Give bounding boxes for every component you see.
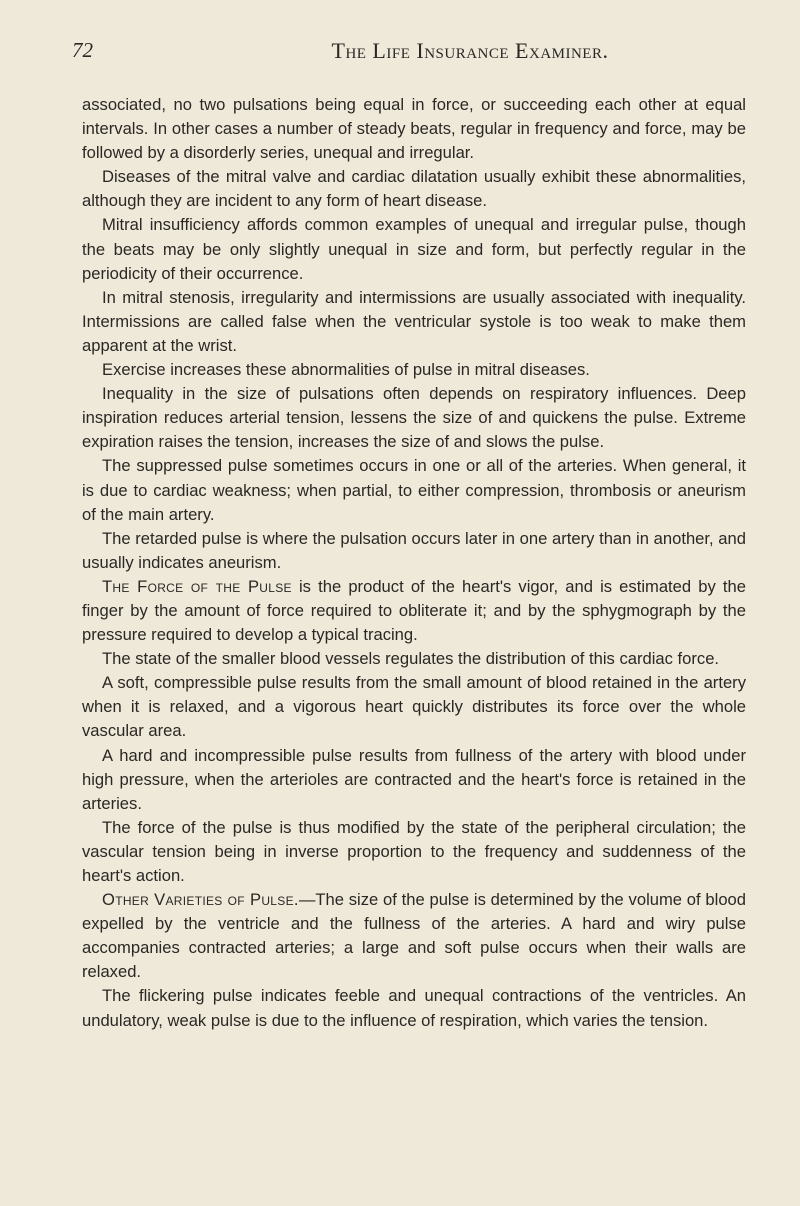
paragraph: Diseases of the mitral valve and cardiac dilatation usually exhibit these abnormalities, although they are incident to any form of heart disease. bbox=[82, 167, 746, 211]
paragraph: The flickering pulse indicates feeble and unequal contractions of the ventricles. An undulatory, weak pulse is due to the influence of respiration, which varies the tension. bbox=[82, 986, 746, 1030]
paragraph: The retarded pulse is where the pulsation occurs later in one artery than in another, and usually indicates aneurism. bbox=[82, 528, 746, 572]
page-number: 72 bbox=[72, 38, 93, 62]
section-heading: The Force of the Pulse bbox=[102, 576, 292, 596]
paragraph: A soft, compressible pulse results from the small amount of blood retained in the artery when it is relaxed, and a vigorous heart quickly distributes its force over the whole vascular area. bbox=[82, 673, 746, 741]
page-header bbox=[72, 38, 748, 68]
paragraph: The Force of the Pulse is the product of the heart's vigor, and is estimated by the finger by the amount of force required to obliterate it; and by the sphygmograph by the pressure required to develop a typical tracing. bbox=[82, 576, 747, 645]
paragraph: Inequality in the size of pulsations often depends on respiratory influences. Deep inspiration reduces arterial tension, lessens the size of and quickens the pulse. Extreme expiration raises the tension, increases the size of and slows the pulse. bbox=[82, 384, 746, 452]
paragraph: associated, no two pulsations being equal in force, or succeeding each other at equal intervals. In other cases a number of steady beats, regular in frequency and force, may be followed by a disorderly series, unequal and irregular. bbox=[82, 95, 746, 163]
body-text bbox=[82, 93, 746, 1033]
paragraph: In mitral stenosis, irregularity and intermissions are usually associated with inequality. Intermissions are called false when the ventricular systole is too weak to make them apparent at the wrist. bbox=[82, 287, 746, 355]
section-heading: Other Varieties of Pulse. bbox=[102, 890, 299, 910]
paragraph: The suppressed pulse sometimes occurs in one or all of the arteries. When general, it is due to cardiac weakness; when partial, to either compression, thrombosis or aneurism of the main artery. bbox=[82, 456, 746, 524]
paragraph: The force of the pulse is thus modified by the state of the peripheral circulation; the vascular tension being in inverse proportion to the frequency and suddenness of the heart's action. bbox=[82, 817, 746, 885]
paragraph: Other Varieties of Pulse.—The size of the pulse is determined by the volume of blood expelled by the ventricle and the fullness of the arteries. A hard and wiry pulse accompanies contracted arteries; a large and soft pulse occurs when their walls are relaxed. bbox=[82, 890, 747, 982]
paragraph: The state of the smaller blood vessels regulates the distribution of this cardiac force. bbox=[102, 649, 720, 669]
paragraph: Mitral insufficiency affords common examples of unequal and irregular pulse, though the beats may be only slightly unequal in size and form, but perfectly regular in the periodicity of their occurrence. bbox=[82, 215, 746, 283]
paragraph: Exercise increases these abnormalities of pulse in mitral diseases. bbox=[102, 360, 590, 380]
paragraph: A hard and incompressible pulse results from fullness of the artery with blood under high pressure, when the arterioles are contracted and the heart's force is retained in the arteries. bbox=[82, 745, 746, 813]
running-title: The Life Insurance Examiner. bbox=[331, 38, 609, 63]
